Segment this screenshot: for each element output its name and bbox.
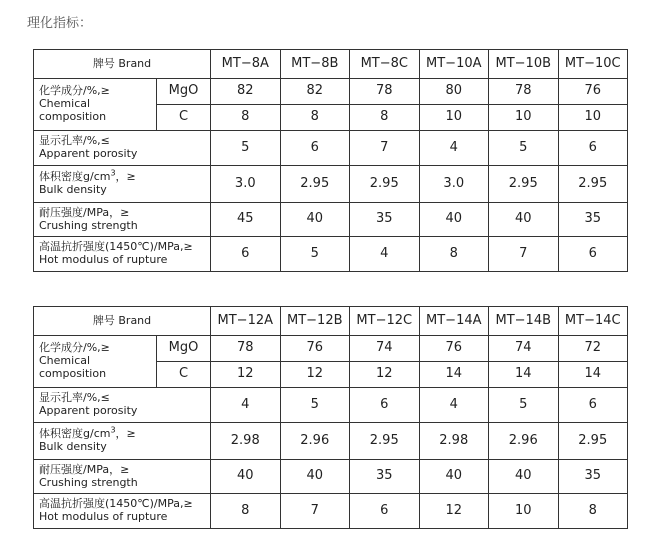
value-cell: 40: [489, 203, 559, 237]
spec-table-1: [33, 49, 628, 272]
value-cell: 6: [558, 131, 628, 166]
crushing-row: [34, 460, 628, 494]
value-cell: 8: [419, 237, 489, 272]
value-cell: 2.95: [489, 166, 559, 203]
page-title: 理化指标：: [27, 16, 93, 31]
component-c: C: [157, 105, 211, 131]
brand-header: 牌号 Brand: [34, 50, 211, 79]
value-cell: 12: [280, 362, 350, 388]
bulk-density-label: 体积密度$g/cm^3$，≥ Bulk density: [34, 423, 211, 460]
brand-cell: MT−12A: [211, 307, 281, 336]
brand-cell: MT−12C: [350, 307, 420, 336]
component-mgo: MgO: [157, 336, 211, 362]
value-cell: 2.95: [558, 423, 628, 460]
chemical-composition-label: 化学成分/%,≥ Chemical composition: [34, 79, 157, 131]
value-cell: 10: [489, 494, 559, 529]
value-cell: 40: [419, 460, 489, 494]
spec-table-2: [33, 306, 628, 529]
value-cell: 2.96: [489, 423, 559, 460]
value-cell: 82: [211, 79, 281, 105]
value-cell: 76: [558, 79, 628, 105]
value-cell: 4: [419, 131, 489, 166]
value-cell: 8: [558, 494, 628, 529]
value-cell: 2.95: [280, 166, 350, 203]
value-cell: 8: [350, 105, 420, 131]
value-cell: 4: [350, 237, 420, 272]
value-cell: 2.98: [419, 423, 489, 460]
value-cell: 72: [558, 336, 628, 362]
value-cell: 78: [211, 336, 281, 362]
value-cell: 7: [489, 237, 559, 272]
hot-modulus-label: 高温抗折强度(1450℃)/MPa,≥ Hot modulus of rupture: [34, 494, 211, 529]
value-cell: 35: [350, 460, 420, 494]
value-cell: 78: [489, 79, 559, 105]
value-cell: 40: [489, 460, 559, 494]
value-cell: 40: [419, 203, 489, 237]
brand-cell: MT−8B: [280, 50, 350, 79]
bulk-density-label: 体积密度$g/cm^3$，≥ Bulk density: [34, 166, 211, 203]
value-cell: 74: [489, 336, 559, 362]
rupture-row: [34, 494, 628, 529]
density-row: [34, 166, 628, 203]
value-cell: 35: [558, 203, 628, 237]
value-cell: 10: [558, 105, 628, 131]
value-cell: 7: [280, 494, 350, 529]
value-cell: 6: [350, 388, 420, 423]
value-cell: 40: [280, 460, 350, 494]
porosity-row: [34, 388, 628, 423]
porosity-row: [34, 131, 628, 166]
value-cell: 76: [280, 336, 350, 362]
density-row: [34, 423, 628, 460]
brand-cell: MT−14A: [419, 307, 489, 336]
apparent-porosity-label: 显示孔率/%,≤ Apparent porosity: [34, 388, 211, 423]
value-cell: 40: [280, 203, 350, 237]
crushing-row: [34, 203, 628, 237]
value-cell: 6: [558, 388, 628, 423]
brand-cell: MT−10C: [558, 50, 628, 79]
value-cell: 5: [489, 131, 559, 166]
header-row: [34, 307, 628, 336]
value-cell: 40: [211, 460, 281, 494]
value-cell: 6: [211, 237, 281, 272]
mgo-row: [34, 79, 628, 105]
value-cell: 35: [350, 203, 420, 237]
apparent-porosity-label: 显示孔率/%,≤ Apparent porosity: [34, 131, 211, 166]
value-cell: 4: [419, 388, 489, 423]
value-cell: 2.95: [350, 423, 420, 460]
value-cell: 2.95: [558, 166, 628, 203]
value-cell: 8: [211, 494, 281, 529]
value-cell: 12: [419, 494, 489, 529]
value-cell: 7: [350, 131, 420, 166]
value-cell: 3.0: [211, 166, 281, 203]
value-cell: 74: [350, 336, 420, 362]
mgo-row: [34, 336, 628, 362]
value-cell: 5: [280, 237, 350, 272]
value-cell: 12: [350, 362, 420, 388]
value-cell: 2.98: [211, 423, 281, 460]
value-cell: 4: [211, 388, 281, 423]
brand-cell: MT−10B: [489, 50, 559, 79]
brand-header: 牌号 Brand: [34, 307, 211, 336]
value-cell: 14: [419, 362, 489, 388]
value-cell: 8: [280, 105, 350, 131]
value-cell: 5: [489, 388, 559, 423]
value-cell: 10: [419, 105, 489, 131]
value-cell: 6: [280, 131, 350, 166]
brand-cell: MT−8C: [350, 50, 420, 79]
brand-cell: MT−14C: [558, 307, 628, 336]
value-cell: 45: [211, 203, 281, 237]
value-cell: 78: [350, 79, 420, 105]
component-c: C: [157, 362, 211, 388]
value-cell: 14: [489, 362, 559, 388]
value-cell: 80: [419, 79, 489, 105]
value-cell: 6: [558, 237, 628, 272]
crushing-strength-label: 耐压强度/MPa，≥ Crushing strength: [34, 203, 211, 237]
chemical-composition-label: 化学成分/%,≥ Chemical composition: [34, 336, 157, 388]
value-cell: 76: [419, 336, 489, 362]
value-cell: 10: [489, 105, 559, 131]
value-cell: 14: [558, 362, 628, 388]
brand-cell: MT−10A: [419, 50, 489, 79]
brand-cell: MT−12B: [280, 307, 350, 336]
value-cell: 3.0: [419, 166, 489, 203]
value-cell: 35: [558, 460, 628, 494]
value-cell: 6: [350, 494, 420, 529]
value-cell: 82: [280, 79, 350, 105]
value-cell: 2.95: [350, 166, 420, 203]
value-cell: 5: [280, 388, 350, 423]
component-mgo: MgO: [157, 79, 211, 105]
brand-cell: MT−8A: [211, 50, 281, 79]
value-cell: 5: [211, 131, 281, 166]
value-cell: 12: [211, 362, 281, 388]
value-cell: 8: [211, 105, 281, 131]
crushing-strength-label: 耐压强度/MPa，≥ Crushing strength: [34, 460, 211, 494]
brand-cell: MT−14B: [489, 307, 559, 336]
value-cell: 2.96: [280, 423, 350, 460]
rupture-row: [34, 237, 628, 272]
hot-modulus-label: 高温抗折强度(1450℃)/MPa,≥ Hot modulus of rupture: [34, 237, 211, 272]
header-row: [34, 50, 628, 79]
